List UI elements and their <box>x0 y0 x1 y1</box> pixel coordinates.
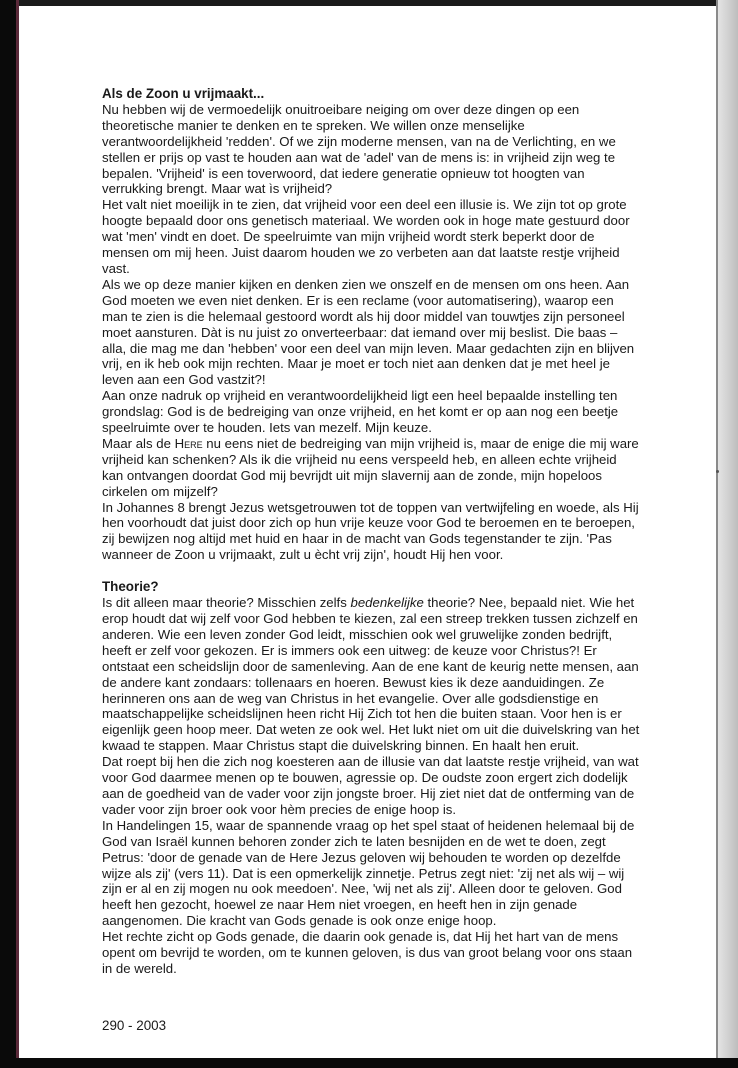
paragraph: In Handelingen 15, waar de spannende vraag op het spel staat of heidenen helemaal bij de God van Israël kunnen behoren zonder zich te laten besnijden en de wet te doen, zegt Petrus: 'door de genade van de Here Jezus geloven wij behouden te worden op dezelfde wijze als zij' (vers 11). Dat is een opmerkelijk zinnetje. Petrus zegt niet: 'zij net als wij – wij zijn er al en zij mogen nu ook meedoen'. Nee, 'wij net als zij'. Alleen door te geloven. God heeft hen gezocht, hoewel ze naar Hem niet vroegen, en heeft hen in zijn genade aangenomen. Die kracht van Gods genade is ook onze enige hoop. <box>102 817 635 929</box>
paragraph <box>102 595 640 754</box>
binding-line <box>16 0 19 1068</box>
scan-speck <box>716 470 719 473</box>
text-run: Is dit alleen maar theorie? Misschien zelfs <box>102 595 351 611</box>
paragraph: Het valt niet moeilijk in te zien, dat vrijheid voor een deel een illusie is. We zijn tot op grote hoogte bepaald door ons genetisch materiaal. We worden ook in hoge mate gestuurd door wat 'men' vindt en doet. De speelruimte van mijn vrijheid wordt sterk beperkt door de mensen om mij heen. Juist daarom houden we zo verbeten aan dat laatste restje vrijheid vast. <box>102 197 630 276</box>
paragraph: In Johannes 8 brengt Jezus wetsgetrouwen tot de toppen van vertwijfeling en woede, als Hij hen voorhoudt dat juist door zich op hun vrije keuze voor God te beroemen en te beroepen, zij bewijzen nog altijd met huid en haar in de macht van Gods tegenstander te zijn. 'Pas wanneer de Zoon u vrijmaakt, zult u ècht vrij zijn', houdt Hij hen voor. <box>102 499 639 563</box>
text-run: Maar als de <box>102 435 175 451</box>
section-heading-vrijmaakt: Als de Zoon u vrijmaakt... <box>102 86 265 101</box>
scan-right-edge <box>716 0 738 1068</box>
section-gap <box>102 563 640 579</box>
italic-word: bedenkelijke <box>350 595 424 611</box>
paragraph: Nu hebben wij de vermoedelijk onuitroeibare neiging om over deze dingen op een theoretische manier te denken en te spreken. We willen onze menselijke verantwoordelijkheid 'redden'. Of we zijn moderne mensen, van na de Verlichting, en we stellen er prijs op vast te houden aan wat de 'adel' van de mens is: in vrijheid zijn weg te bepalen. 'Vrijheid' is een toverwoord, dat iedere generatie opnieuw tot hoogten van verrukking brengt. Maar wat ìs vrijheid? <box>102 101 616 197</box>
paragraph: Het rechte zicht op Gods genade, die daarin ook genade is, dat Hij het hart van de mens opent om bevrijd te worden, om te kunnen geloven, is dus van groot belang voor ons staan in de wereld. <box>102 929 633 976</box>
paragraph: Als we op deze manier kijken en denken zien we onszelf en de mensen om ons heen. Aan God moeten we even niet denken. Er is een reclame (voor automatisering), waarop een man te zien is die helemaal gestoord wordt als hij door middel van touwtjes zijn personeel moet aansturen. Dàt is nu juist zo onverteerbaar: dat iemand over mij beslist. Die baas – alla, die mag me dan 'hebben' voor een deel van mijn leven. Maar gedachten zijn en blijven vrij, en ik heb ook mijn rechten. Maar je moet er toch niet aan denken dat je met heel je leven aan een God vastzit?! <box>102 276 635 388</box>
page-edge-line <box>716 0 718 1068</box>
paragraph: Dat roept bij hen die zich nog koesteren aan de illusie van dat laatste restje vrijheid, van wat voor God daarmee menen op te bouwen, agressie op. De oudste zoon ergert zich dodelijk aan de goedheid van de vader voor zijn jongste broer. Hij ziet niet dat de ontferming van de vader voor zijn broer ook voor hèm precies de enige hoop is. <box>102 754 639 817</box>
page-number: 290 - 2003 <box>102 1018 167 1033</box>
section-heading-theorie: Theorie? <box>102 579 159 595</box>
article-body <box>102 86 640 977</box>
scan-top-edge <box>0 0 720 6</box>
text-run: theorie? Nee, bepaald niet. Wie het erop houdt dat wij zelf voor God hebben te kiezen, zal een streep trekken tussen zichzelf en anderen. Wie een leven zonder God leidt, misschien ook wel gruwelijke zonden bedrijft, heeft er zelf voor gekozen. Er is immers ook een uitweg: de keuze voor Christus?! Er ontstaat een scheidslijn door de samenleving. Aan de ene kant de keurig nette mensen, aan de andere kant zondaars: tollenaars en hoeren. Bewust kies ik deze aanduidingen. Ze herinneren ons aan de weg van Christus in het evangelie. Over alle godsdienstige en maatschappelijke scheidslijnen heen richt Hij Zich tot hen die buiten staan. Voor hen is er eigenlijk geen hoop meer. Dat weten ze ook wel. Het lukt niet om uit die duivelskring van het kwaad te stappen. Maar Christus stapt die duivelskring binnen. En haalt hen eruit. <box>102 595 640 754</box>
here-smallcaps: Here <box>174 435 203 451</box>
paragraph: Aan onze nadruk op vrijheid en verantwoordelijkheid ligt een heel bepaalde instelling ten grondslag: God is de bedreiging van onze vrijheid, en het komt er op aan nog een beetje speelruimte over te houden. Iets van mezelf. Mijn keuze. <box>102 388 619 436</box>
text-run: nu eens niet de bedreiging van mijn vrijheid is, maar de enige die mij ware vrijheid kan schenken? Als ik die vrijheid nu eens verspeeld heb, en alleen echte vrijheid kan ontvangen doordat God mij bevrijdt uit mijn slavernij aan de zonde, mijn hopeloos cirkelen om mijzelf? <box>102 435 639 499</box>
paragraph <box>102 436 640 500</box>
scan-bottom-edge <box>0 1058 738 1068</box>
